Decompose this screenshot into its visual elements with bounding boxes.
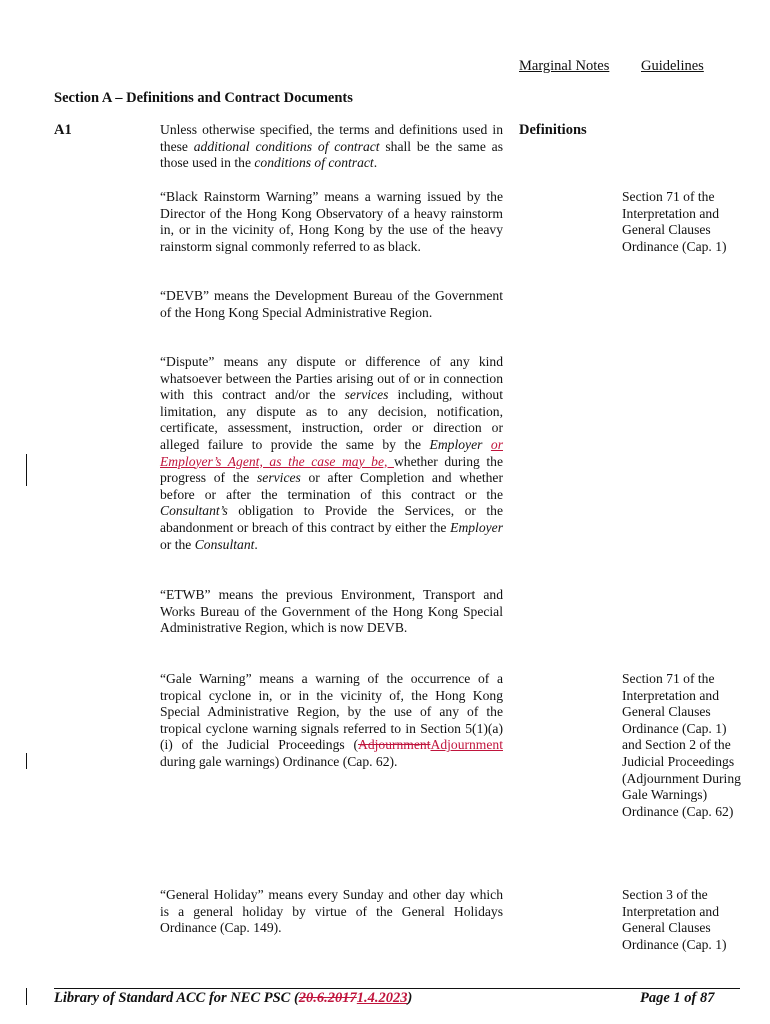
definition-devb: “DEVB” means the Development Bureau of the Government of the Hong Kong Special Administrative Region. bbox=[160, 288, 503, 320]
change-bar bbox=[26, 753, 27, 769]
definition-gale-warning: “Gale Warning” means a warning of the occurrence of a tropical cyclone in, or in the vicinity of, the Hong Kong Special Administrative Region, by the use of any of the tropical cyclone warning signals referred to in Section 5(1)(a)(i) of the Judicial Proceedings (AdjournmentAdjournment during gale warnings) Ordinance (Cap. 62). bbox=[160, 671, 503, 769]
inserted-text: Adjournment bbox=[430, 737, 503, 753]
definition-etwb: “ETWB” means the previous Environment, Transport and Works Bureau of the Government of the Hong Kong Special Administrative Region, which is now DEVB. bbox=[160, 587, 503, 636]
note-general-holiday: Section 3 of the Interpretation and General Clauses Ordinance (Cap. 1) bbox=[622, 887, 727, 952]
definition-dispute: “Dispute” means any dispute or difference of any kind whatsoever between the Parties arising out of or in connection with this contract and/or the services including, without limitation, any dispute as to any decision, notification, certificate, assessment, instruction, order or direction or alleged failure to provide the same by the Employer or Employer’s Agent, as the case may be, whether during the progress of the services or after Completion and whether before or after the termination of this contract or the Consultant’s obligation to Provide the Services, or the abandonment or breach of this contract by either the Employer or the Consultant. bbox=[160, 354, 503, 552]
note-gale-warning: Section 71 of the Interpretation and General Clauses Ordinance (Cap. 1) and Section 2 of the Judicial Proceedings (Adjournment During Gale Warnings) Ordinance (Cap. 62) bbox=[622, 671, 741, 819]
definition-general-holiday: “General Holiday” means every Sunday and other day which is a general holiday by virtue of the General Holidays Ordinance (Cap. 149). bbox=[160, 887, 503, 936]
change-bar bbox=[26, 454, 27, 486]
clause-number: A1 bbox=[54, 122, 72, 138]
clause-intro-paragraph: Unless otherwise specified, the terms and definitions used in these additional conditions of contract shall be the same as those used in the conditions of contract. bbox=[160, 122, 503, 171]
inserted-text: or Employer’s Agent, as the case may be, bbox=[160, 436, 503, 469]
inserted-date: 1.4.2023 bbox=[356, 990, 408, 1006]
section-title: Section A – Definitions and Contract Documents bbox=[54, 90, 353, 106]
guidelines-heading: Guidelines bbox=[641, 58, 704, 74]
page-number: Page 1 of 87 bbox=[640, 990, 715, 1006]
marginal-notes-heading: Marginal Notes bbox=[519, 58, 610, 74]
change-bar bbox=[26, 988, 27, 1005]
deleted-text: Adjournment bbox=[358, 737, 431, 753]
definition-black-rainstorm: “Black Rainstorm Warning” means a warning issued by the Director of the Hong Kong Observatory of a heavy rainstorm in, or in the vicinity of, Hong Kong by the use of the heavy rainstorm signal commonly referred to as black. bbox=[160, 189, 503, 254]
footer-title: Library of Standard ACC for NEC PSC (20.6.20171.4.2023) bbox=[54, 990, 413, 1006]
footer-rule bbox=[54, 988, 740, 989]
deleted-date: 20.6.2017 bbox=[298, 990, 357, 1006]
margin-heading-definitions: Definitions bbox=[519, 122, 587, 138]
note-black-rainstorm: Section 71 of the Interpretation and General Clauses Ordinance (Cap. 1) bbox=[622, 189, 727, 254]
